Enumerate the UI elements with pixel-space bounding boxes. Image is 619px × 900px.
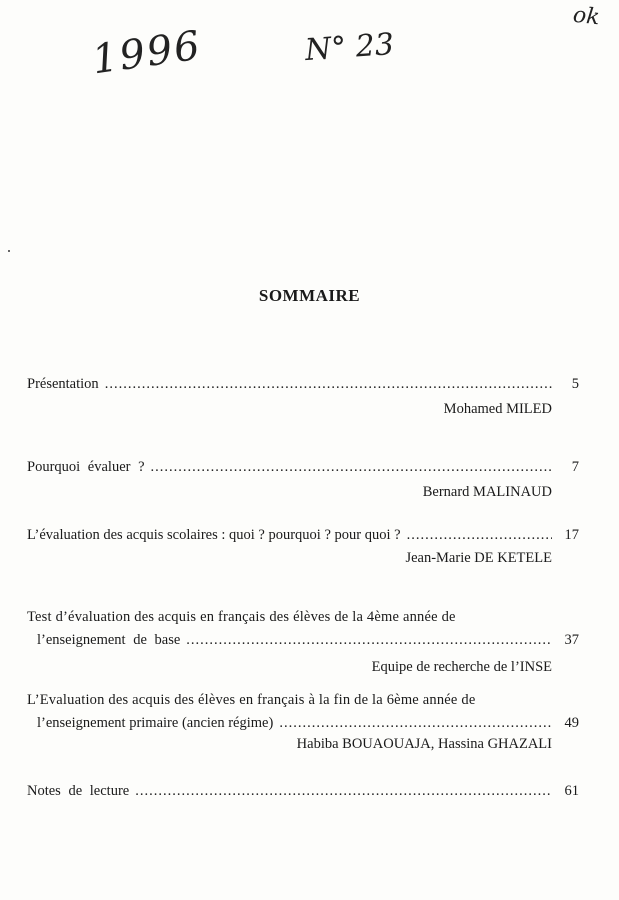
handwritten-issue-number: N° 23 <box>303 26 396 69</box>
toc-entry-title: L’évaluation des acquis scolaires : quoi ? pourquoi ? pour quoi ? <box>27 527 401 543</box>
toc-author: Equipe de recherche de l’INSE <box>371 659 552 675</box>
leader-dots <box>407 525 552 546</box>
leader-dots <box>105 374 552 395</box>
toc-author: Jean-Marie DE KETELE <box>405 550 552 566</box>
scan-speck <box>8 250 10 252</box>
toc-entry-evaluation-acquis-scolaires <box>27 525 579 569</box>
toc-entry-title-line-1 <box>27 690 552 711</box>
toc-entry-title-continued: l’enseignement primaire (ancien régime) <box>37 715 274 731</box>
leader-dots <box>279 713 552 734</box>
toc-entry-title: Pourquoi évaluer ? <box>27 459 145 475</box>
toc-page-number: 61 <box>564 783 579 799</box>
page-title: SOMMAIRE <box>258 286 361 305</box>
toc-entry-title: L’Evaluation des acquis des élèves en français à la fin de la 6ème année de <box>27 692 476 708</box>
toc-entry-pourquoi-evaluer <box>27 457 579 503</box>
toc-page-number: 17 <box>564 527 579 543</box>
toc-entry-notes-de-lecture <box>27 781 579 802</box>
toc-entry-title-line-1 <box>27 607 552 628</box>
toc-entry-test-evaluation <box>27 607 579 678</box>
toc-entry-title: Test d’évaluation des acquis en français des élèves de la 4ème année de <box>27 609 456 625</box>
toc-entry-presentation <box>27 374 579 420</box>
toc-entry-title-continued: l’enseignement de base <box>37 632 181 648</box>
handwritten-year: 1996 <box>89 22 205 84</box>
toc-author: Mohamed MILED <box>443 401 552 417</box>
toc-author: Habiba BOUAOUAJA, Hassina GHAZALI <box>296 736 552 752</box>
leader-dots <box>186 630 552 651</box>
toc-page-number: 37 <box>564 632 579 648</box>
handwritten-check-mark: ok <box>571 2 601 31</box>
toc-page-number: 7 <box>571 459 579 475</box>
toc-page-number: 5 <box>571 376 579 392</box>
toc-entry-title: Notes de lecture <box>27 783 130 799</box>
toc-entry-evaluation-francais-6eme <box>27 690 579 755</box>
leader-dots <box>135 781 552 802</box>
toc-entry-title: Présentation <box>27 376 99 392</box>
leader-dots <box>151 457 552 478</box>
toc-page-number: 49 <box>564 715 579 731</box>
toc-author: Bernard MALINAUD <box>422 484 552 500</box>
